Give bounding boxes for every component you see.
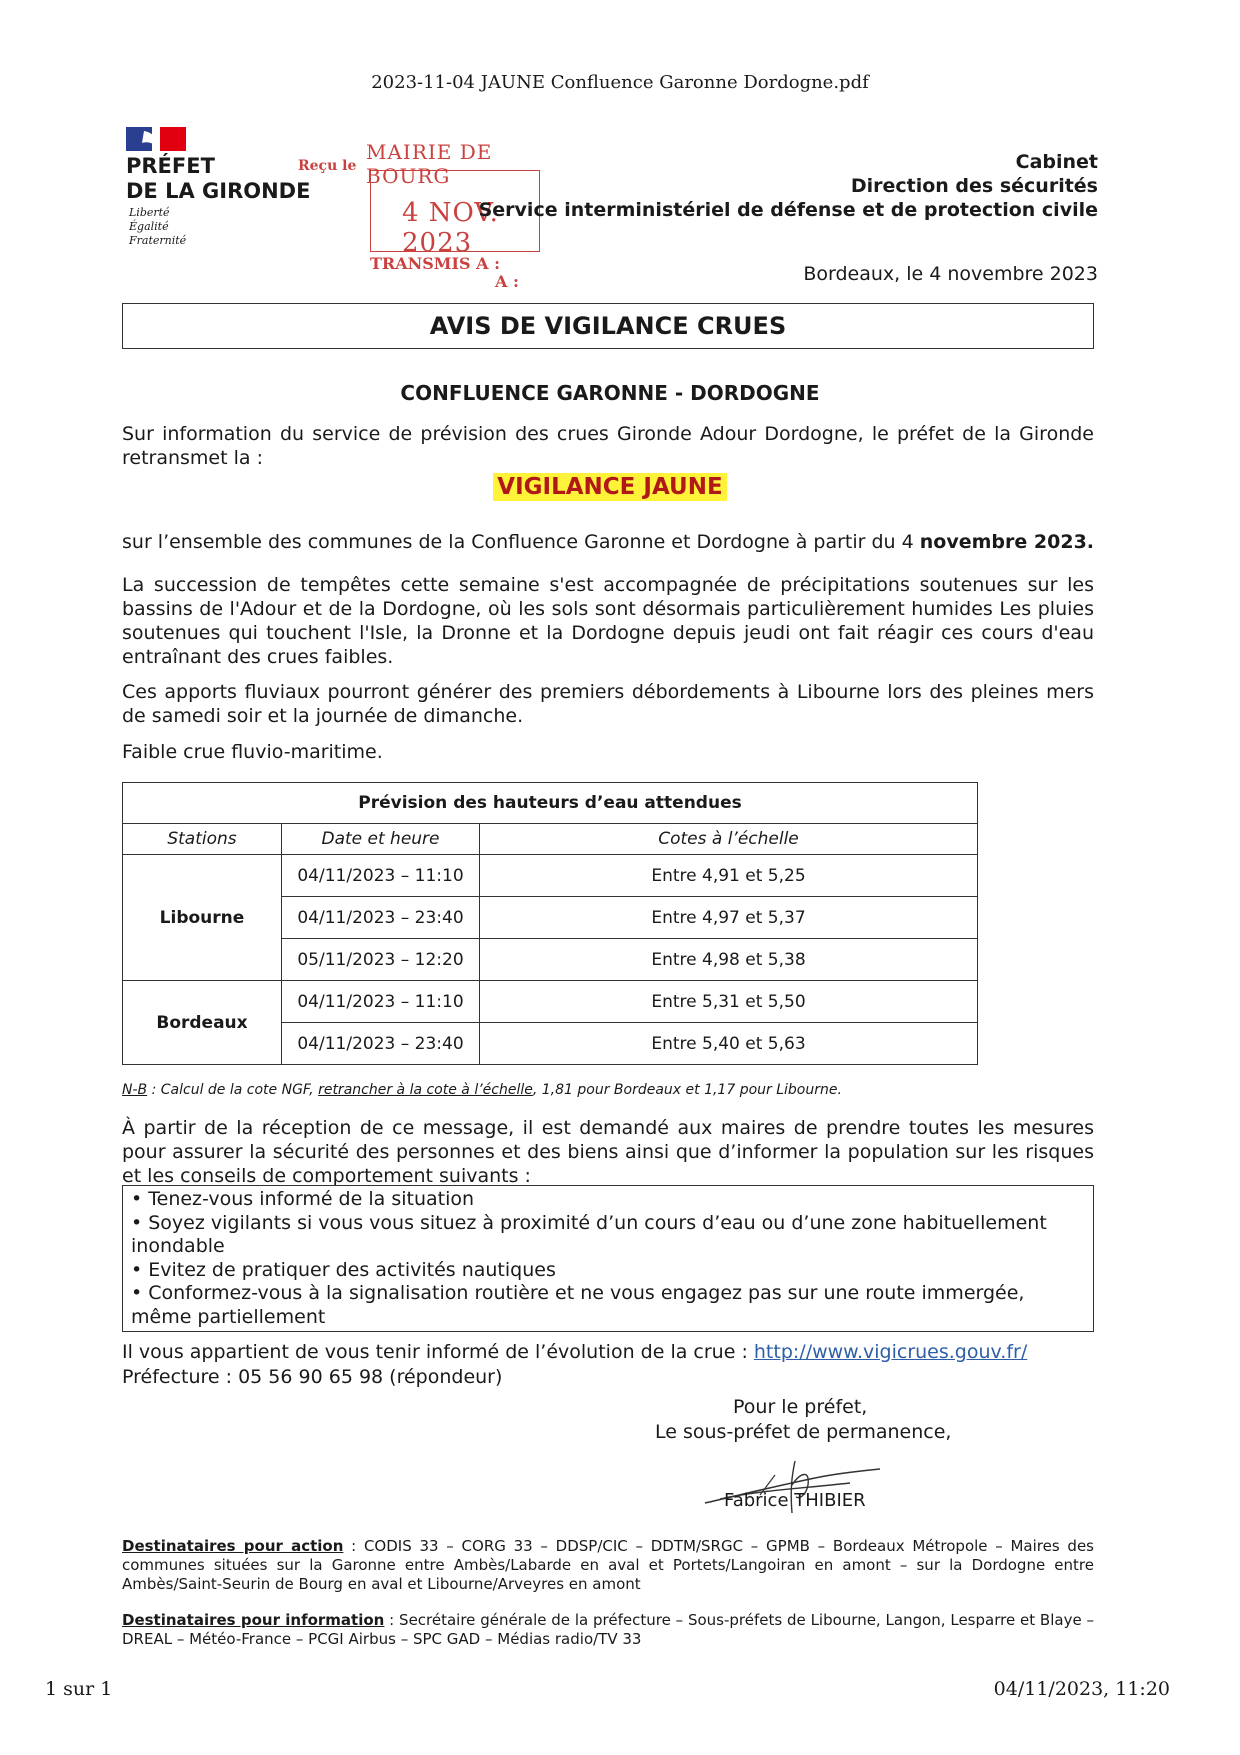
recipients-action-label: Destinataires pour action bbox=[122, 1537, 344, 1555]
info-line bbox=[122, 1340, 1027, 1365]
service: Service interministériel de défense et de protection civile bbox=[478, 199, 1098, 221]
nb-part1: : Calcul de la cote NGF, bbox=[147, 1082, 319, 1098]
nb-note bbox=[122, 1082, 842, 1098]
scope-date: novembre 2023. bbox=[919, 531, 1095, 553]
place-date: Bordeaux, le 4 novembre 2023 bbox=[803, 263, 1098, 285]
impact-paragraph: Ces apports fluviaux pourront générer des premiers débordements à Libourne lors des pleines mers de samedi soir et la journée de dimanche. bbox=[122, 681, 1094, 727]
motto-liberte: Liberté bbox=[129, 206, 170, 219]
table-cell-date: 04/11/2023 – 23:40 bbox=[282, 1023, 480, 1065]
nb-part2: , 1,81 pour Bordeaux et 1,17 pour Libourne. bbox=[532, 1082, 842, 1098]
col-header-stations: Stations bbox=[123, 824, 282, 855]
table-cell-cote: Entre 5,31 et 5,50 bbox=[480, 981, 978, 1023]
vigicrues-link[interactable]: http://www.vigicrues.gouv.fr/ bbox=[753, 1341, 1028, 1363]
stamp-date: 4 NOV. 2023 bbox=[402, 198, 499, 258]
print-timestamp: 04/11/2023, 11:20 bbox=[993, 1678, 1170, 1700]
recipients-action-text: : CODIS 33 – CORG 33 – DDSP/CIC – DDTM/SRGC – GPMB – Bordeaux Métropole – Maires des communes situées sur la Garonne entre Ambès/Labarde en aval et Portets/Langoiran en amont – sur la Dordogne entre Ambès/Saint-Seurin de Bourg en aval et Libourne/Arveyres en amont bbox=[122, 1537, 1094, 1593]
col-header-cotes: Cotes à l’échelle bbox=[480, 824, 978, 855]
republic-motto bbox=[129, 206, 186, 248]
stamp-a: A : bbox=[495, 272, 519, 291]
recipients-info-text: : Secrétaire générale de la préfecture – Sous-préfets de Libourne, Langon, Lesparre et Blaye – DREAL – Météo-France – PCGI Airbus – SPC GAD – Médias radio/TV 33 bbox=[122, 1611, 1094, 1648]
table-cell-date: 04/11/2023 – 11:10 bbox=[282, 981, 480, 1023]
prefet-logo-text bbox=[126, 154, 310, 204]
table-caption: Prévision des hauteurs d’eau attendues bbox=[123, 783, 978, 824]
stamp-transmis: TRANSMIS A : bbox=[370, 254, 501, 273]
table-cell-cote: Entre 4,98 et 5,38 bbox=[480, 939, 978, 981]
situation-paragraph: La succession de tempêtes cette semaine s'est accompagnée de précipitations soutenues sur les bassins de l'Adour et de la Dordogne, où les sols sont désormais particulièrement humides Les pluies soutenues qui touchent l'Isle, la Dronne et la Dordogne depuis jeudi ont fait réagir ces cours d'eau entraînant des crues faibles. bbox=[122, 574, 1094, 668]
table-cell-date: 05/11/2023 – 12:20 bbox=[282, 939, 480, 981]
table-cell-cote: Entre 4,97 et 5,37 bbox=[480, 897, 978, 939]
vigilance-level-wrap bbox=[0, 474, 1220, 500]
scope-text: sur l’ensemble des communes de la Confluence Garonne et Dordogne à partir du 4 bbox=[122, 531, 920, 553]
scope-paragraph bbox=[122, 530, 1094, 554]
document-subtitle: CONFLUENCE GARONNE - DORDOGNE bbox=[400, 381, 820, 405]
document-title: AVIS DE VIGILANCE CRUES bbox=[122, 303, 1094, 349]
motto-egalite: Égalité bbox=[129, 220, 169, 233]
mayors-paragraph: À partir de la réception de ce message, il est demandé aux maires de prendre toutes les mesures pour assurer la sécurité des personnes et des biens ainsi que d’informer la population sur les risques et les conseils de comportement suivants : bbox=[122, 1117, 1094, 1187]
station-bordeaux: Bordeaux bbox=[123, 981, 282, 1065]
signer-name: Fabrice THIBIER bbox=[724, 1490, 866, 1511]
vigilance-level: VIGILANCE JAUNE bbox=[493, 473, 726, 501]
nb-label: N-B bbox=[122, 1082, 148, 1098]
recipients-info bbox=[122, 1611, 1094, 1649]
stamp-recu: Reçu le bbox=[298, 158, 357, 174]
advice-list bbox=[122, 1185, 1094, 1332]
marianne-logo-icon bbox=[126, 127, 186, 151]
logo-line2: DE LA GIRONDE bbox=[126, 179, 311, 203]
nb-underlined: retrancher à la cote à l’échelle bbox=[318, 1082, 533, 1098]
table-cell-cote: Entre 5,40 et 5,63 bbox=[480, 1023, 978, 1065]
crue-type-paragraph: Faible crue fluvio-maritime. bbox=[122, 741, 383, 763]
list-item: • Tenez-vous informé de la situation bbox=[131, 1188, 475, 1210]
list-item: • Soyez vigilants si vous vous situez à proximité d’un cours d’eau ou d’une zone habituellement inondable bbox=[131, 1211, 1047, 1257]
info-text: Il vous appartient de vous tenir informé de l’évolution de la crue : bbox=[122, 1341, 754, 1363]
table-cell-date: 04/11/2023 – 23:40 bbox=[282, 897, 480, 939]
table-row bbox=[123, 981, 978, 1023]
recipients-info-label: Destinataires pour information bbox=[122, 1611, 385, 1629]
signature-block bbox=[655, 1395, 951, 1445]
stamp-mairie: MAIRIE DE BOURG bbox=[366, 140, 493, 188]
recipients-action bbox=[122, 1537, 1094, 1594]
sign-line1: Pour le préfet, bbox=[733, 1396, 868, 1418]
intro-paragraph: Sur information du service de prévision des crues Gironde Adour Dordogne, le préfet de la Gironde retransmet la : bbox=[122, 423, 1094, 469]
prefecture-phone: Préfecture : 05 56 90 65 98 (répondeur) bbox=[122, 1366, 503, 1388]
info-block bbox=[122, 1340, 1027, 1390]
cabinet: Cabinet bbox=[1015, 151, 1098, 173]
forecast-table bbox=[122, 782, 978, 1065]
list-item: • Evitez de pratiquer des activités nautiques bbox=[131, 1258, 556, 1281]
motto-fraternite: Fraternité bbox=[129, 234, 187, 247]
list-item: • Conformez-vous à la signalisation routière et ne vous engagez pas sur une route immergée, même partiellement bbox=[131, 1282, 1025, 1328]
table-cell-date: 04/11/2023 – 11:10 bbox=[282, 855, 480, 897]
station-libourne: Libourne bbox=[123, 855, 282, 981]
logo-line1: PRÉFET bbox=[126, 154, 215, 178]
table-cell-cote: Entre 4,91 et 5,25 bbox=[480, 855, 978, 897]
direction: Direction des sécurités bbox=[850, 175, 1098, 197]
page-number: 1 sur 1 bbox=[45, 1678, 113, 1700]
pdf-title: 2023-11-04 JAUNE Confluence Garonne Dordogne.pdf bbox=[371, 72, 869, 93]
sign-line2: Le sous-préfet de permanence, bbox=[655, 1421, 952, 1443]
table-row bbox=[123, 855, 978, 897]
col-header-date: Date et heure bbox=[282, 824, 480, 855]
issuer-block bbox=[479, 150, 1098, 222]
